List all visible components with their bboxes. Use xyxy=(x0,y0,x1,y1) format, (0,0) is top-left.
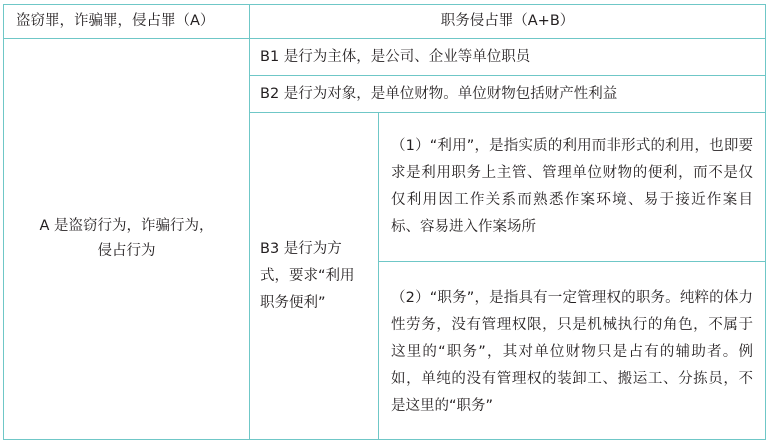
cell-a-definition xyxy=(4,39,250,440)
cell-b2: B2 是行为对象，是单位财物。单位财物包括财产性利益 xyxy=(250,76,766,113)
header-right: 职务侵占罪（A+B） xyxy=(250,5,766,39)
a-definition-line2: 侵占行为 xyxy=(97,243,156,260)
cell-b3-label: B3 是行为方式，要求“利用职务便利” xyxy=(250,113,379,440)
crime-comparison-table xyxy=(3,4,766,440)
cell-b1: B1 是行为主体，是公司、企业等单位职员 xyxy=(250,39,766,76)
row-b1 xyxy=(4,39,766,76)
header-left: 盗窃罪，诈骗罪，侵占罪（A） xyxy=(4,5,250,39)
header-row xyxy=(4,5,766,39)
cell-b3-desc1: （1）“利用”，是指实质的利用而非形式的利用，也即要求是利用职务上主管、管理单位财物的便利，而不是仅仅利用因工作关系而熟悉作案环境、易于接近作案目标、容易进入作案场所 xyxy=(379,113,766,261)
cell-b3-desc2: （2）“职务”，是指具有一定管理权的职务。纯粹的体力性劳务，没有管理权限，只是机械执行的角色，不属于这里的“职务”，其对单位财物只是占有的辅助者。例如，单纯的没有管理权的装卸工、搬运工、分拣员，不是这里的“职务” xyxy=(379,261,766,439)
a-definition-line1: A 是盗窃行为，诈骗行为， xyxy=(39,218,214,235)
